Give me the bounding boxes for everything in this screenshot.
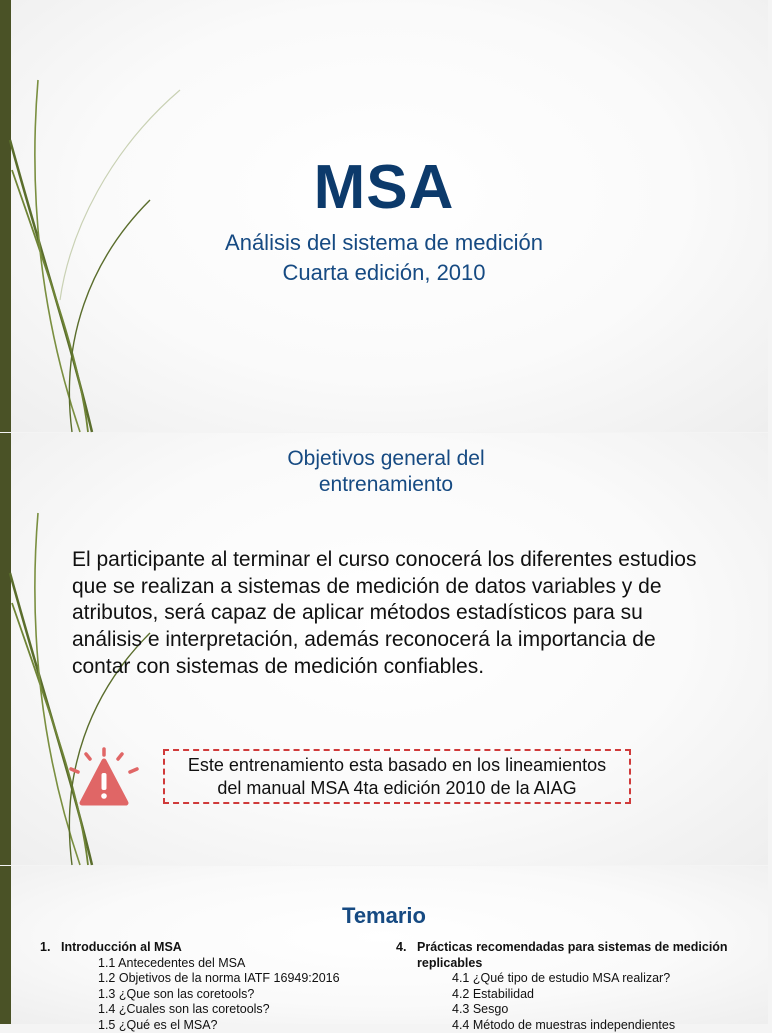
toc-heading-text: Introducción al MSA (61, 940, 182, 956)
toc-item: 1.2 Objetivos de la norma IATF 16949:2016 (40, 971, 370, 987)
toc-item: 4.3 Sesgo (396, 1002, 746, 1018)
slide-temario (0, 866, 768, 1024)
note-line-2: del manual MSA 4ta edición 2010 de la AIAG (165, 777, 629, 800)
objectives-heading-line-1: Objetivos general del (0, 447, 772, 471)
toc-item: 4.2 Estabilidad (396, 987, 746, 1003)
objectives-heading-line-2: entrenamiento (0, 473, 772, 497)
toc-heading-continuation: replicables (396, 956, 746, 972)
toc-item: 1.4 ¿Cuales son las coretools? (40, 1002, 370, 1018)
aiag-note-box (163, 749, 631, 804)
toc-number: 1. (40, 940, 61, 956)
warning-icon (66, 747, 142, 809)
toc-number: 4. (396, 940, 417, 956)
subtitle-line-1: Análisis del sistema de medición (0, 230, 768, 256)
toc-right-column (396, 940, 746, 1033)
objectives-paragraph: El participante al terminar el curso conocerá los diferentes estudios que se realizan a sistemas de medición de datos variables y de atributos, será capaz de aplicar métodos estadísticos para su análisis e interpretación, además reconocerá la importancia de contar con sistemas de medición confiables. (72, 547, 712, 681)
toc-item: 4.4 Método de muestras independientes (396, 1018, 746, 1033)
accent-bar (0, 866, 11, 1024)
toc-heading-text: Prácticas recomendadas para sistemas de medición (417, 940, 728, 956)
main-title: MSA (0, 152, 768, 223)
toc-item: 1.3 ¿Que son las coretools? (40, 987, 370, 1003)
toc-heading (396, 940, 746, 956)
toc-item: 1.1 Antecedentes del MSA (40, 956, 370, 972)
subtitle-line-2: Cuarta edición, 2010 (0, 260, 768, 286)
slide-objectives (0, 433, 768, 865)
slide-title (0, 0, 768, 432)
toc-heading (40, 940, 370, 956)
toc-left-column (40, 940, 370, 1033)
note-line-1: Este entrenamiento esta basado en los lineamientos (165, 754, 629, 777)
toc-item: 4.1 ¿Qué tipo de estudio MSA realizar? (396, 971, 746, 987)
temario-title: Temario (0, 903, 768, 929)
toc-item: 1.5 ¿Qué es el MSA? (40, 1018, 370, 1033)
